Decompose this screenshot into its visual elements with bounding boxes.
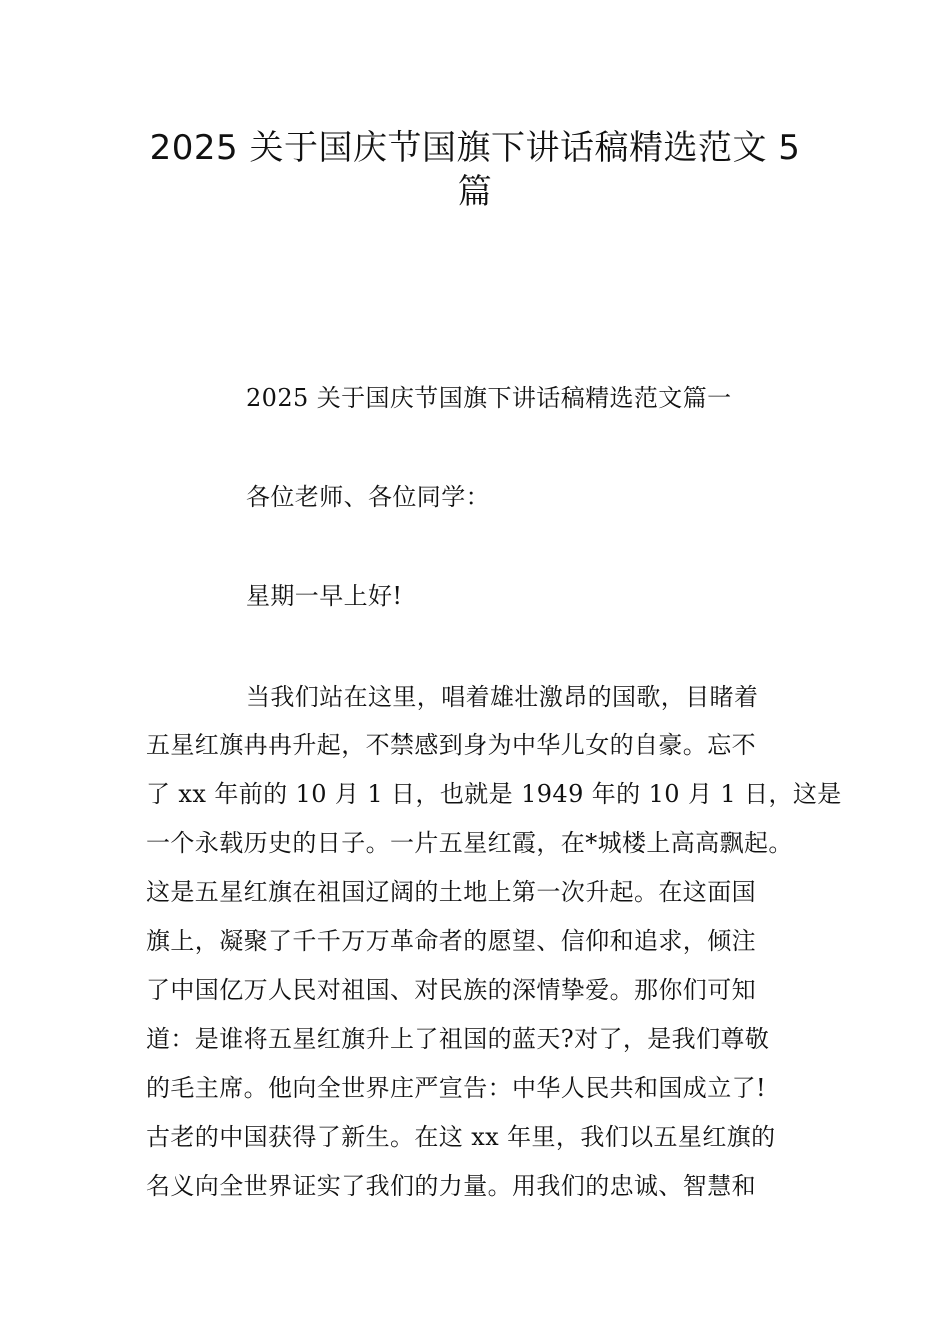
- paragraph-line: 古老的中国获得了新生。在这 xx 年里，我们以五星红旗的: [146, 1123, 776, 1151]
- greeting: 星期一早上好!: [246, 582, 403, 610]
- document-title: 2025 关于国庆节国旗下讲话稿精选范文 5 篇: [149, 128, 801, 212]
- paragraph-line: 一个永载历史的日子。一片五星红霞，在*城楼上高高飘起。: [146, 829, 793, 857]
- salutation: 各位老师、各位同学：: [246, 483, 490, 511]
- paragraph-line: 旗上，凝聚了千千万万革命者的愿望、信仰和追求，倾注: [146, 927, 756, 955]
- paragraph-line: 了 xx 年前的 10 月 1 日，也就是 1949 年的 10 月 1 日，这是: [146, 780, 842, 808]
- paragraph-line: 名义向全世界证实了我们的力量。用我们的忠诚、智慧和: [146, 1172, 756, 1200]
- paragraph-line: 道：是谁将五星红旗升上了祖国的蓝天?对了，是我们尊敬: [146, 1025, 770, 1053]
- paragraph-line: 了中国亿万人民对祖国、对民族的深情挚爱。那你们可知: [146, 976, 756, 1004]
- paragraph-line: 五星红旗冉冉升起，不禁感到身为中华儿女的自豪。忘不: [146, 731, 756, 759]
- paragraph-line: 当我们站在这里，唱着雄壮激昂的国歌，目睹着: [246, 683, 759, 711]
- paragraph-line: 这是五星红旗在祖国辽阔的土地上第一次升起。在这面国: [146, 878, 756, 906]
- section-heading: 2025 关于国庆节国旗下讲话稿精选范文篇一: [246, 384, 732, 412]
- paragraph-line: 的毛主席。他向全世界庄严宣告：中华人民共和国成立了!: [146, 1074, 767, 1102]
